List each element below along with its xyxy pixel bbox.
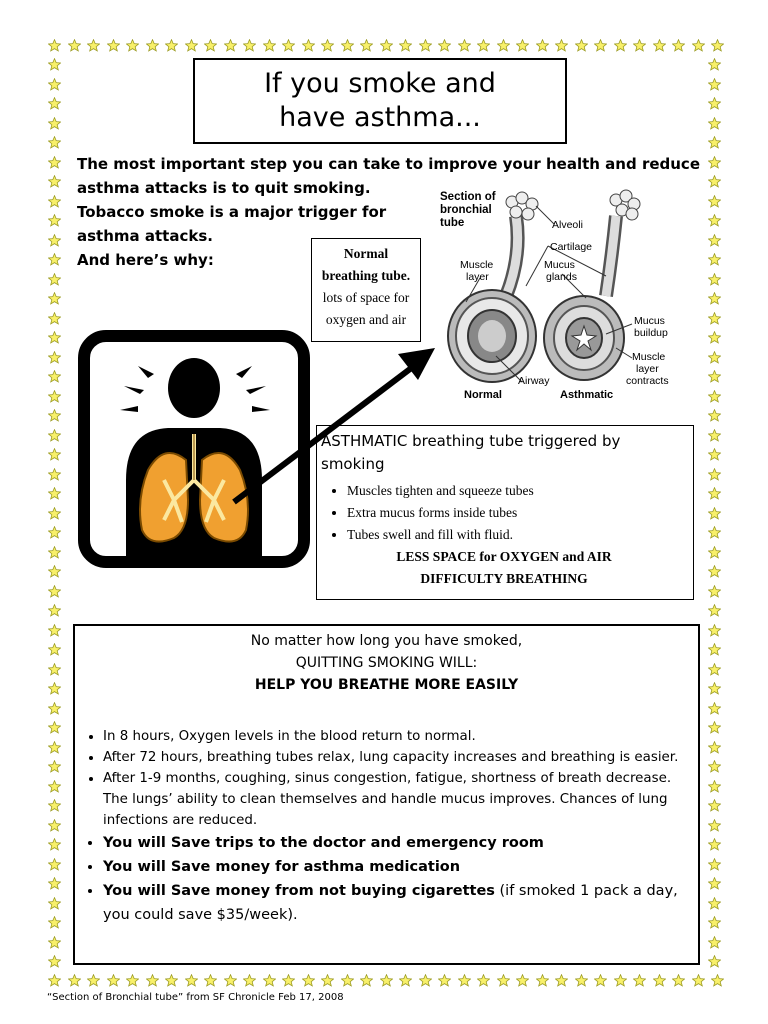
star-icon <box>48 739 61 752</box>
star-icon <box>48 446 61 459</box>
quit-benefits-box <box>73 624 700 965</box>
star-icon <box>708 622 721 635</box>
diagram-title-1: Section of <box>440 191 496 203</box>
star-icon <box>555 37 568 50</box>
star-icon <box>48 251 61 264</box>
star-icon <box>708 583 721 596</box>
star-icon <box>380 972 393 985</box>
star-icon <box>48 466 61 479</box>
star-icon <box>87 37 100 50</box>
star-icon <box>477 972 490 985</box>
star-icon <box>708 446 721 459</box>
star-icon <box>708 368 721 381</box>
star-icon <box>708 329 721 342</box>
star-icon <box>708 895 721 908</box>
list-item: • Extra mucus forms inside tubes <box>347 502 687 524</box>
star-icon <box>633 972 646 985</box>
star-icon <box>708 602 721 615</box>
label-muscle-layer-1: Muscle <box>460 259 494 271</box>
intro-line-1: The most important step you can take to improve your health and reduce <box>77 155 700 173</box>
star-icon <box>708 739 721 752</box>
star-icon <box>438 37 451 50</box>
star-icon <box>708 934 721 947</box>
star-icon <box>87 972 100 985</box>
star-icon <box>360 37 373 50</box>
label-muscle-layer-2: layer <box>466 271 489 283</box>
star-icon <box>708 271 721 284</box>
star-icon <box>708 466 721 479</box>
asthmatic-emphasis-2: DIFFICULTY BREATHING <box>420 571 588 586</box>
star-icon <box>380 37 393 50</box>
star-icon <box>243 37 256 50</box>
list-item: • Tubes swell and fill with fluid. <box>347 524 687 546</box>
star-icon <box>48 193 61 206</box>
quit-line-3: HELP YOU BREATHE MORE EASILY <box>254 677 519 693</box>
list-item <box>103 879 684 927</box>
star-icon <box>708 563 721 576</box>
normal-note-heading-2: breathing tube. <box>321 268 411 283</box>
star-icon <box>48 485 61 498</box>
star-icon <box>633 37 646 50</box>
star-icon <box>48 953 61 966</box>
star-icon <box>708 680 721 693</box>
star-icon <box>419 972 432 985</box>
page-title-box <box>193 58 567 144</box>
star-icon <box>708 544 721 557</box>
star-icon <box>708 115 721 128</box>
star-icon <box>302 972 315 985</box>
list-item-rest: (if smoked 1 pack a day, you could save $35/week). <box>103 883 678 923</box>
star-icon <box>708 310 721 323</box>
star-icon <box>48 797 61 810</box>
star-icon <box>204 37 217 50</box>
star-icon <box>708 661 721 674</box>
quit-line-1: No matter how long you have smoked, <box>250 633 523 649</box>
star-icon <box>458 37 471 50</box>
star-icon <box>48 349 61 362</box>
star-icon <box>48 56 61 69</box>
star-icon <box>146 37 159 50</box>
star-icon <box>708 173 721 186</box>
star-icon <box>708 914 721 927</box>
star-icon <box>708 154 721 167</box>
star-icon <box>692 972 705 985</box>
star-icon <box>48 505 61 518</box>
image-credit: “Section of Bronchial tube” from SF Chronicle Feb 17, 2008 <box>47 992 344 1003</box>
label-muscle-contracts-1: Muscle <box>632 351 666 363</box>
star-icon <box>360 972 373 985</box>
star-icon <box>536 37 549 50</box>
star-icon <box>594 972 607 985</box>
star-icon <box>711 972 724 985</box>
star-icon <box>48 134 61 147</box>
star-icon <box>692 37 705 50</box>
star-icon <box>165 37 178 50</box>
normal-tube-note <box>311 238 421 342</box>
star-icon <box>708 524 721 537</box>
star-icon <box>48 778 61 791</box>
star-icon <box>48 407 61 420</box>
label-mucus-glands-2: glands <box>546 271 577 283</box>
label-alveoli: Alveoli <box>552 219 583 231</box>
star-icon <box>48 154 61 167</box>
star-icon <box>165 972 178 985</box>
star-icon <box>711 37 724 50</box>
star-icon <box>708 76 721 89</box>
star-icon <box>672 972 685 985</box>
star-icon <box>708 719 721 732</box>
star-icon <box>126 972 139 985</box>
star-icon <box>575 972 588 985</box>
page-title: If you smoke and have asthma... <box>264 68 496 133</box>
asthmatic-heading-2: smoking <box>321 455 385 473</box>
star-icon <box>708 193 721 206</box>
star-icon <box>708 232 721 245</box>
normal-note-heading-1: Normal <box>343 246 389 261</box>
normal-note-text-1: lots of space for <box>322 290 410 305</box>
star-icon <box>243 972 256 985</box>
label-mucus-glands-1: Mucus <box>544 259 575 271</box>
star-icon <box>653 37 666 50</box>
star-icon <box>708 856 721 869</box>
diagram-title-3: tube <box>440 217 465 229</box>
star-icon <box>48 817 61 830</box>
list-item-bold: You will Save money from not buying cigarettes <box>103 883 495 899</box>
asthmatic-emphasis-1: LESS SPACE for OXYGEN and AIR <box>396 549 612 564</box>
intro-line-5: And here’s why: <box>77 251 214 269</box>
star-icon <box>204 972 217 985</box>
star-icon <box>48 232 61 245</box>
star-icon <box>48 310 61 323</box>
quit-benefits-list <box>75 726 698 927</box>
label-muscle-contracts-2: layer <box>636 363 659 375</box>
star-icon <box>708 290 721 303</box>
star-icon <box>48 836 61 849</box>
list-item: • You will Save trips to the doctor and emergency room <box>103 831 684 855</box>
star-icon <box>48 934 61 947</box>
star-icon <box>48 563 61 576</box>
star-icon <box>321 972 334 985</box>
star-icon <box>282 37 295 50</box>
star-icon <box>48 856 61 869</box>
star-icon <box>48 758 61 771</box>
star-icon <box>48 914 61 927</box>
star-icon <box>48 875 61 888</box>
diagram-title-2: bronchial <box>440 204 492 216</box>
star-icon <box>48 680 61 693</box>
star-icon <box>399 972 412 985</box>
label-mucus-buildup-1: Mucus <box>634 315 665 327</box>
star-icon <box>438 972 451 985</box>
quit-line-2: QUITTING SMOKING WILL: <box>295 655 478 671</box>
label-mucus-buildup-2: buildup <box>634 327 668 339</box>
star-icon <box>48 700 61 713</box>
star-icon <box>224 972 237 985</box>
star-icon <box>48 602 61 615</box>
star-icon <box>321 37 334 50</box>
star-icon <box>477 37 490 50</box>
label-normal: Normal <box>464 389 502 401</box>
star-icon <box>708 212 721 225</box>
star-icon <box>185 37 198 50</box>
label-airway: Airway <box>518 375 550 387</box>
star-icon <box>708 485 721 498</box>
star-icon <box>341 972 354 985</box>
star-icon <box>458 972 471 985</box>
star-icon <box>708 407 721 420</box>
star-icon <box>263 37 276 50</box>
star-icon <box>48 622 61 635</box>
label-muscle-contracts-3: contracts <box>626 375 669 387</box>
star-icon <box>708 505 721 518</box>
star-icon <box>708 758 721 771</box>
star-icon <box>614 972 627 985</box>
star-icon <box>708 836 721 849</box>
asthmatic-bullet-list <box>321 480 687 546</box>
star-icon <box>107 972 120 985</box>
star-icon <box>653 972 666 985</box>
star-icon <box>48 329 61 342</box>
star-icon <box>185 972 198 985</box>
star-icon <box>708 817 721 830</box>
star-icon <box>419 37 432 50</box>
star-icon <box>48 641 61 654</box>
intro-line-3: Tobacco smoke is a major trigger for <box>77 203 387 221</box>
star-icon <box>708 641 721 654</box>
star-icon <box>708 95 721 108</box>
star-icon <box>48 212 61 225</box>
intro-line-2: asthma attacks is to quit smoking. <box>77 179 371 197</box>
star-icon <box>48 661 61 674</box>
intro-line-4: asthma attacks. <box>77 227 213 245</box>
list-item: • Muscles tighten and squeeze tubes <box>347 480 687 502</box>
star-icon <box>48 173 61 186</box>
star-icon <box>536 972 549 985</box>
star-icon <box>672 37 685 50</box>
star-icon <box>48 895 61 908</box>
star-icon <box>516 37 529 50</box>
star-icon <box>48 115 61 128</box>
star-icon <box>708 134 721 147</box>
star-icon <box>107 37 120 50</box>
star-icon <box>708 875 721 888</box>
list-item: • You will Save money for asthma medication <box>103 855 684 879</box>
star-icon <box>282 972 295 985</box>
star-icon <box>263 972 276 985</box>
list-item: • In 8 hours, Oxygen levels in the blood return to normal. <box>103 726 684 747</box>
star-icon <box>497 37 510 50</box>
bronchial-tube-diagram <box>436 186 676 406</box>
star-icon <box>48 271 61 284</box>
normal-note-text-2: oxygen and air <box>325 312 407 327</box>
star-icon <box>48 388 61 401</box>
star-icon <box>48 290 61 303</box>
star-icon <box>302 37 315 50</box>
list-item: • After 1-9 months, coughing, sinus congestion, fatigue, shortness of breath decrease. The lungs’ ability to clean themselves and handle mucus improves. Chances of lung infections are reduced. <box>103 768 684 831</box>
list-item: • After 72 hours, breathing tubes relax, lung capacity increases and breathing is easier. <box>103 747 684 768</box>
star-icon <box>146 972 159 985</box>
star-icon <box>48 524 61 537</box>
star-icon <box>708 797 721 810</box>
star-icon <box>48 719 61 732</box>
star-icon <box>708 56 721 69</box>
star-icon <box>708 427 721 440</box>
star-icon <box>399 37 412 50</box>
label-asthmatic: Asthmatic <box>560 389 614 401</box>
star-icon <box>224 37 237 50</box>
star-icon <box>48 972 61 985</box>
star-icon <box>48 76 61 89</box>
star-icon <box>48 544 61 557</box>
star-icon <box>708 349 721 362</box>
star-icon <box>614 37 627 50</box>
asthmatic-tube-note <box>316 425 694 600</box>
star-icon <box>68 972 81 985</box>
star-icon <box>341 37 354 50</box>
asthmatic-heading-1: ASTHMATIC breathing tube triggered by <box>321 432 621 450</box>
star-icon <box>708 778 721 791</box>
star-icon <box>48 427 61 440</box>
star-icon <box>126 37 139 50</box>
label-cartilage: Cartilage <box>550 241 593 253</box>
star-icon <box>68 37 81 50</box>
star-icon <box>48 95 61 108</box>
star-icon <box>594 37 607 50</box>
star-icon <box>708 388 721 401</box>
star-icon <box>497 972 510 985</box>
star-icon <box>575 37 588 50</box>
star-icon <box>516 972 529 985</box>
star-icon <box>48 368 61 381</box>
star-icon <box>708 700 721 713</box>
star-icon <box>708 953 721 966</box>
star-icon <box>555 972 568 985</box>
star-icon <box>708 251 721 264</box>
star-icon <box>48 37 61 50</box>
star-icon <box>48 583 61 596</box>
